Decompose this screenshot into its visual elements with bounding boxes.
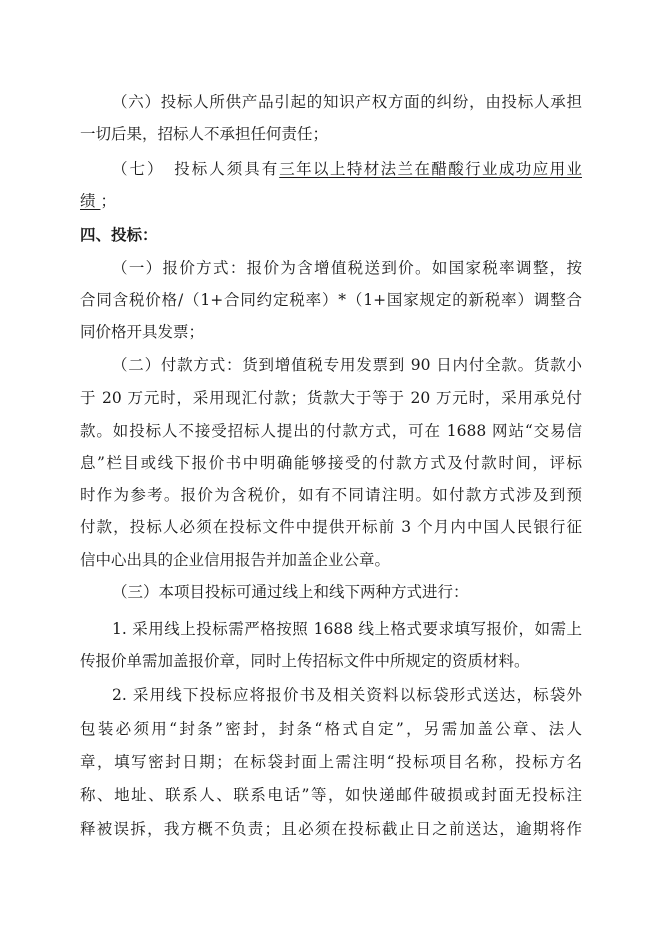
paragraph-line: 释被误拆，我方概不负责；且必须在投标截止日之前送达，逾期将作: [80, 820, 582, 838]
paragraph-line: 合同含税价格/（1+合同约定税率）*（1+国家规定的新税率）调整合: [80, 291, 582, 309]
underlined-requirement: 三年以上特材法兰在醋酸行业成功应用业: [279, 160, 582, 178]
paragraph-line: 一切后果，招标人不承担任何责任；: [80, 125, 329, 143]
paragraph-line: （六）投标人所供产品引起的知识产权方面的纠纷，由投标人承担: [112, 93, 582, 111]
paragraph-line: 款。如投标人不接受招标人提出的付款方式，可在 1688 网站“交易信: [80, 422, 582, 440]
paragraph-line: 息”栏目或线下报价书中明确能够接受的付款方式及付款时间，评标: [80, 454, 582, 472]
underlined-requirement-end: 绩: [80, 192, 101, 210]
clause-prefix: （七） 投标人须具有: [112, 160, 280, 178]
paragraph-line: 称、地址、联系人、联系电话”等，如快递邮件破损或封面无投标注: [80, 786, 582, 804]
paragraph-line: （三）本项目投标可通过线上和线下两种方式进行：: [112, 583, 469, 601]
paragraph-line: 章，填写密封日期；在标袋封面上需注明“投标项目名称，投标方名: [80, 753, 582, 771]
paragraph-line: 时作为参考。报价为含税价，如有不同请注明。如付款方式涉及到预: [80, 486, 582, 504]
paragraph-line: 于 20 万元时，采用现汇付款；货款大于等于 20 万元时，采用承兑付: [80, 389, 582, 407]
paragraph-line: 传报价单需加盖报价章，同时上传招标文件中所规定的资质材料。: [80, 652, 530, 670]
paragraph-line: 1. 采用线上投标需严格按照 1688 线上格式要求填写报价，如需上: [112, 620, 582, 638]
paragraph-line: （一）报价方式：报价为含增值税送到价。如国家税率调整，按: [112, 259, 582, 277]
paragraph-line: （二）付款方式：货到增值税专用发票到 90 日内付全款。货款小: [112, 356, 582, 374]
semicolon: ；: [100, 192, 116, 210]
section-heading: 四、投标：: [80, 225, 158, 244]
paragraph-line: 付款，投标人必须在投标文件中提供开标前 3 个月内中国人民银行征: [80, 518, 582, 536]
paragraph-line: [80, 191, 582, 211]
paragraph-line: 包装必须用“封条”密封，封条“格式自定”，另需加盖公章、法人: [80, 720, 582, 738]
paragraph-line: 2. 采用线下投标应将报价书及相关资料以标袋形式送达，标袋外: [112, 686, 582, 704]
paragraph-line: 同价格开具发票；: [80, 323, 205, 341]
paragraph-line: 信中心出具的企业信用报告并加盖企业公章。: [80, 551, 391, 569]
paragraph-line: [112, 159, 582, 179]
